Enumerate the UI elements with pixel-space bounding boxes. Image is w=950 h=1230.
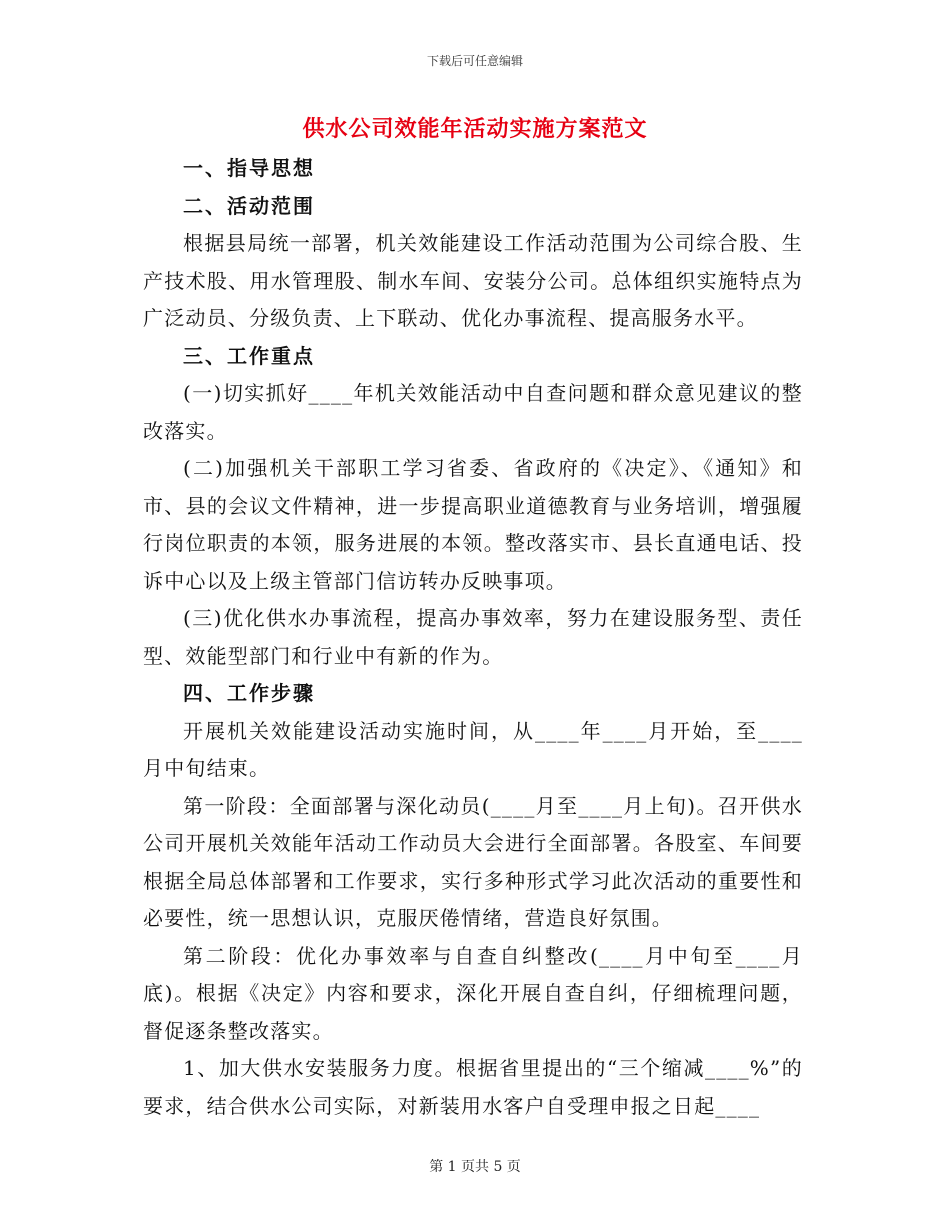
section-heading: 一、指导思想 bbox=[183, 156, 315, 180]
header-note: 下载后可任意编辑 bbox=[426, 54, 523, 68]
paragraph: (二)加强机关干部职工学习省委、省政府的《决定》、《通知》和市、县的会议文件精神，进一步提高职业道德教育与业务培训，增强履行岗位职责的本领，服务进展的本领。整改落实市、县长直通电话、投诉中心以及上级主管部门信访转办反映事项。 bbox=[143, 456, 803, 593]
document-body bbox=[143, 150, 803, 1125]
paragraph: 第二阶段：优化办事效率与自查自纠整改(____月中旬至____月底)。根据《决定》内容和要求，深化开展自查自纠，仔细梳理问题，督促逐条整改落实。 bbox=[143, 943, 803, 1043]
section-heading: 二、活动范围 bbox=[183, 193, 315, 218]
section-heading: 四、工作步骤 bbox=[183, 681, 315, 705]
document-title: 供水公司效能年活动实施方案范文 bbox=[302, 116, 648, 142]
paragraph: 1、加大供水安装服务力度。根据省里提出的“三个缩减____%”的要求，结合供水公司实际，对新装用水客户自受理申报之日起____ bbox=[143, 1056, 803, 1118]
paragraph: (三)优化供水办事流程，提高办事效率，努力在建设服务型、责任型、效能型部门和行业中有新的作为。 bbox=[143, 606, 803, 668]
paragraph: (一)切实抓好____年机关效能活动中自查问题和群众意见建议的整改落实。 bbox=[143, 381, 803, 443]
paragraph: 开展机关效能建设活动实施时间，从____年____月开始，至____月中旬结束。 bbox=[143, 718, 803, 780]
paragraph: 根据县局统一部署，机关效能建设工作活动范围为公司综合股、生产技术股、用水管理股、制水车间、安装分公司。总体组织实施特点为广泛动员、分级负责、上下联动、优化办事流程、提高服务水平。 bbox=[143, 231, 803, 330]
section-heading: 三、工作重点 bbox=[183, 343, 315, 368]
page-footer: 第 1 页共 5 页 bbox=[429, 1159, 521, 1175]
paragraph: 第一阶段：全面部署与深化动员(____月至____月上旬)。召开供水公司开展机关效能年活动工作动员大会进行全面部署。各股室、车间要根据全局总体部署和工作要求，实行多种形式学习此次活动的重要性和必要性，统一思想认识，克服厌倦情绪，营造良好氛围。 bbox=[143, 793, 803, 930]
